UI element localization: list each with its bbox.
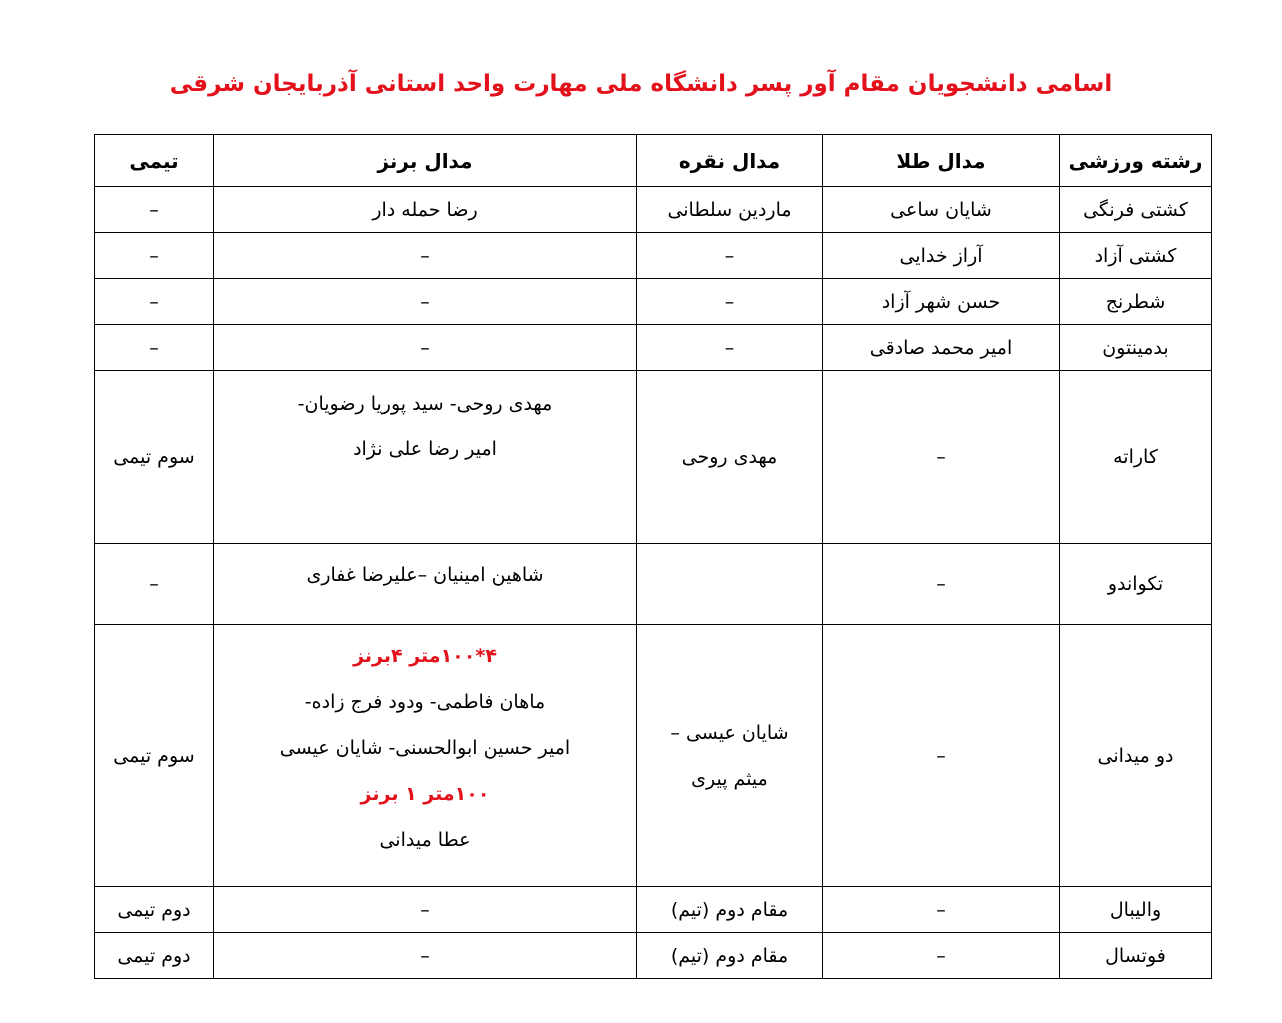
bronze-event-heading: ۴*۱۰۰متر ۴برنز [353,645,497,667]
cell-team: سوم تیمی [95,625,214,887]
table-row [95,187,1212,233]
bronze-line: امیر حسین ابوالحسنی- شایان عیسی [279,737,571,759]
cell-gold: – [823,544,1060,625]
cell-team: سوم تیمی [95,371,214,544]
cell-silver: مقام دوم (تیم) [637,933,823,979]
cell-sport: کشتی فرنگی [1060,187,1212,233]
bronze-line: عطا میدانی [379,829,471,851]
silver-line: میثم پیری [691,767,768,790]
cell-sport: بدمینتون [1060,325,1212,371]
cell-bronze: – [214,325,637,371]
header-sport: رشته ورزشی [1060,135,1212,187]
cell-silver [637,544,823,625]
cell-team: – [95,187,214,233]
cell-gold: امیر محمد صادقی [823,325,1060,371]
cell-silver [637,625,823,887]
bronze-line: مهدی روحی- سید پوریا رضویان- [297,393,553,415]
cell-bronze: رضا حمله دار [214,187,637,233]
cell-sport: شطرنج [1060,279,1212,325]
page-title: اسامی دانشجویان مقام آور پسر دانشگاه ملی مهارت واحد استانی آذربایجان شرقی [169,71,1113,97]
table-row [95,544,1212,625]
table-row [95,233,1212,279]
table-row [95,371,1212,544]
cell-sport: کاراته [1060,371,1212,544]
cell-silver: – [637,233,823,279]
cell-team: – [95,233,214,279]
cell-sport: دو میدانی [1060,625,1212,887]
table-row [95,933,1212,979]
header-bronze: مدال برنز [214,135,637,187]
cell-gold: – [823,933,1060,979]
table-row [95,325,1212,371]
cell-team: دوم تیمی [95,887,214,933]
cell-silver: مقام دوم (تیم) [637,887,823,933]
medals-table [94,134,1212,979]
table-row [95,887,1212,933]
header-gold: مدال طلا [823,135,1060,187]
cell-team: – [95,544,214,625]
cell-silver: ماردین سلطانی [637,187,823,233]
bronze-line: ماهان فاطمی- ودود فرج زاده- [304,691,546,713]
cell-silver: – [637,279,823,325]
silver-line: شایان عیسی – [670,721,789,744]
cell-gold: – [823,887,1060,933]
cell-team: – [95,325,214,371]
bronze-line: شاهین امینیان –علیرضا غفاری [306,564,544,586]
cell-gold: – [823,625,1060,887]
cell-team: – [95,279,214,325]
cell-team: دوم تیمی [95,933,214,979]
cell-silver: مهدی روحی [637,371,823,544]
cell-bronze: – [214,933,637,979]
table-row [95,625,1212,887]
bronze-line: امیر رضا علی نژاد [353,438,497,460]
cell-gold: شایان ساعی [823,187,1060,233]
cell-sport: تکواندو [1060,544,1212,625]
header-team: تیمی [95,135,214,187]
bronze-event-heading: ۱۰۰متر ۱ برنز [360,783,490,805]
cell-sport: فوتسال [1060,933,1212,979]
cell-gold: آراز خدایی [823,233,1060,279]
cell-bronze: – [214,279,637,325]
cell-gold: حسن شهر آزاد [823,279,1060,325]
table-header-row [95,135,1212,187]
cell-gold: – [823,371,1060,544]
cell-silver: – [637,325,823,371]
cell-bronze [214,371,637,544]
cell-bronze: – [214,887,637,933]
header-silver: مدال نقره [637,135,823,187]
cell-bronze [214,544,637,625]
cell-bronze: – [214,233,637,279]
table-row [95,279,1212,325]
cell-bronze [214,625,637,887]
cell-sport: کشتی آزاد [1060,233,1212,279]
cell-sport: والیبال [1060,887,1212,933]
